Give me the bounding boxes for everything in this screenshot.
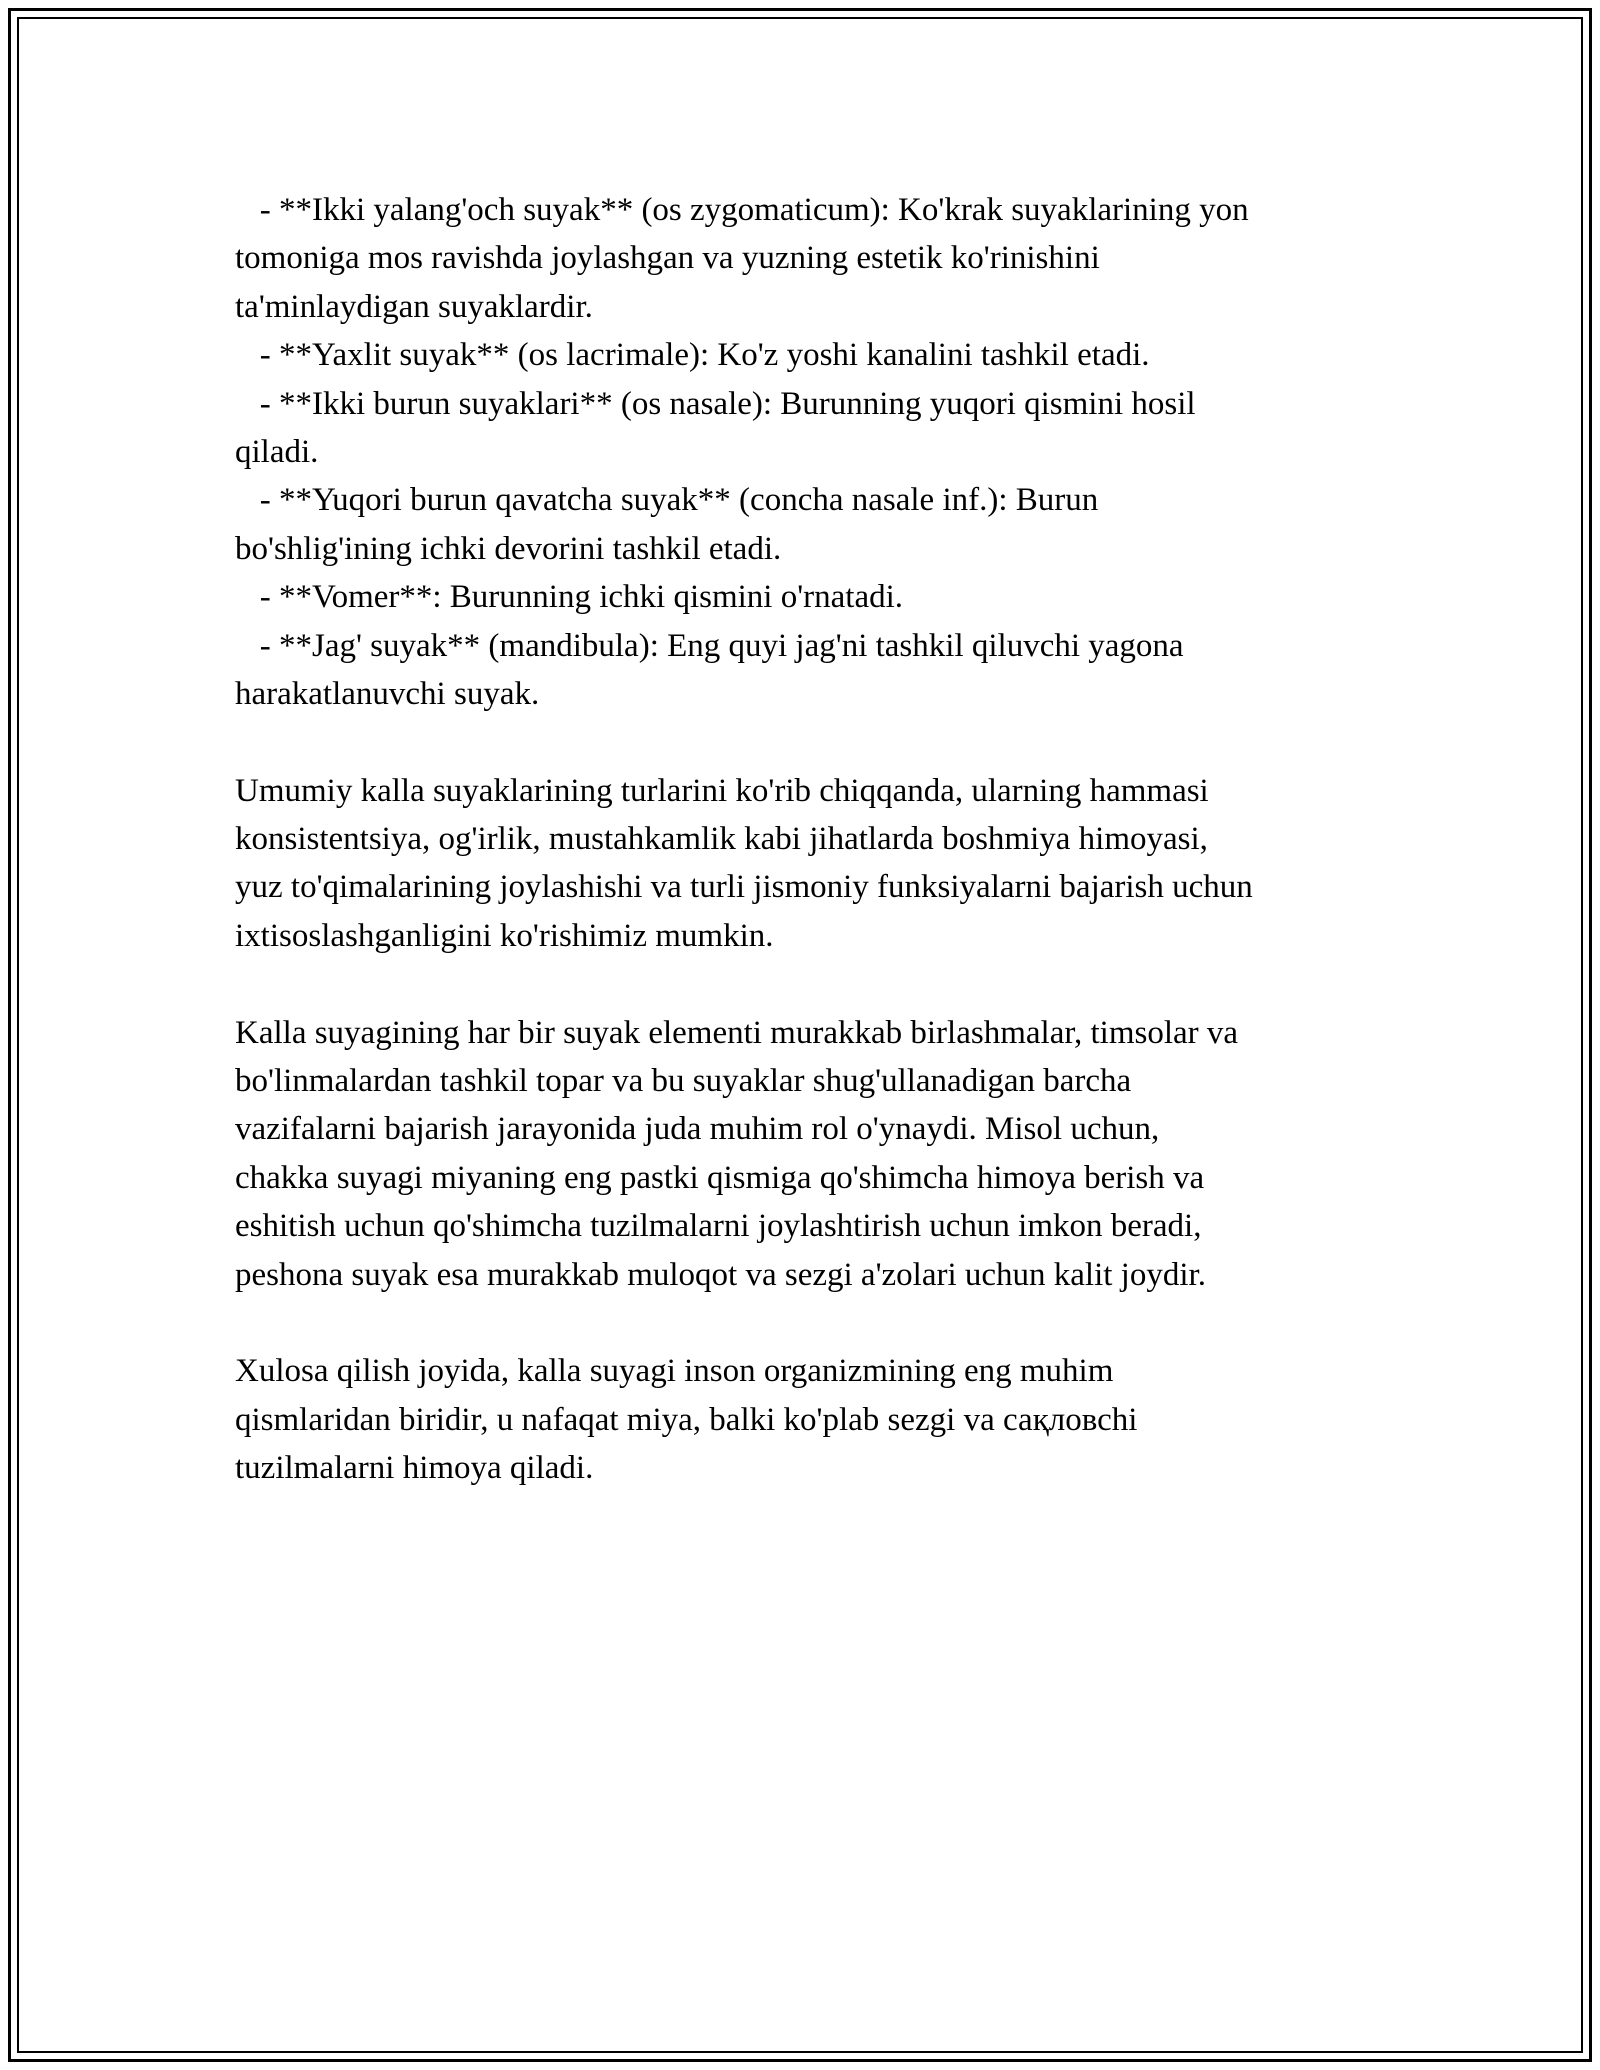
text-line: Kalla suyagining har bir suyak elementi murakkab birlashmalar, timsolar va xyxy=(235,1014,1239,1051)
text-line: tomoniga mos ravishda joylashgan va yuzning estetik ko'rinishini xyxy=(235,240,1100,277)
document-body xyxy=(235,186,1375,1493)
text-line: harakatlanuvchi suyak. xyxy=(235,675,540,712)
bullet-item-nasale xyxy=(235,380,1375,477)
bullet-item-vomer xyxy=(235,573,1375,621)
text-line: - **Jag' suyak** (mandibula): Eng quyi jag'ni tashkil qiluvchi yagona xyxy=(235,627,1184,664)
paragraph-spacer xyxy=(235,718,1375,766)
paragraph-elements xyxy=(235,1009,1375,1299)
paragraph-spacer xyxy=(235,1299,1375,1347)
text-line: - **Vomer**: Burunning ichki qismini o'rnatadi. xyxy=(235,579,904,616)
text-line: - **Yuqori burun qavatcha suyak** (concha nasale inf.): Burun xyxy=(235,482,1099,519)
text-line: peshona suyak esa murakkab muloqot va sezgi a'zolari uchun kalit joydir. xyxy=(235,1256,1206,1293)
text-line: ixtisoslashganligini ko'rishimiz mumkin. xyxy=(235,917,774,954)
text-line: chakka suyagi miyaning eng pastki qismiga qo'shimcha himoya berish va xyxy=(235,1159,1205,1196)
text-line: tuzilmalarni himoya qiladi. xyxy=(235,1450,594,1487)
text-line: Umumiy kalla suyaklarining turlarini ko'rib chiqqanda, ularning hammasi xyxy=(235,772,1209,809)
paragraph-conclusion xyxy=(235,1347,1375,1492)
text-line: qismlaridan biridir, u nafaqat miya, balki ko'plab sezgi va сақловсhi xyxy=(235,1401,1138,1438)
bullet-list xyxy=(235,186,1375,718)
text-line: konsistentsiya, og'irlik, mustahkamlik kabi jihatlarda boshmiya himoyasi, xyxy=(235,821,1208,858)
text-line: eshitish uchun qo'shimcha tuzilmalarni joylashtirish uchun imkon beradi, xyxy=(235,1208,1202,1245)
paragraph-summary xyxy=(235,767,1375,961)
text-line: yuz to'qimalarining joylashishi va turli jismoniy funksiyalarni bajarish uchun xyxy=(235,869,1253,906)
bullet-item-zygomaticum xyxy=(235,186,1375,331)
text-line: - **Yaxlit suyak** (os lacrimale): Ko'z yoshi kanalini tashkil etadi. xyxy=(235,337,1150,374)
paragraph-spacer xyxy=(235,960,1375,1008)
text-line: bo'linmalardan tashkil topar va bu suyaklar shug'ullanadigan barcha xyxy=(235,1063,1132,1100)
bullet-item-mandibula xyxy=(235,622,1375,719)
text-line: - **Ikki burun suyaklari** (os nasale): Burunning yuqori qismini hosil xyxy=(235,385,1196,422)
text-line: bo'shlig'ining ichki devorini tashkil etadi. xyxy=(235,530,782,567)
text-line: - **Ikki yalang'och suyak** (os zygomaticum): Ko'krak suyaklarining yon xyxy=(235,192,1249,228)
text-line: vazifalarni bajarish jarayonida juda muhim rol o'ynaydi. Misol uchun, xyxy=(235,1111,1160,1148)
bullet-item-concha-nasale xyxy=(235,476,1375,573)
text-line: qiladi. xyxy=(235,433,319,470)
bullet-item-lacrimale xyxy=(235,331,1375,379)
text-line: Xulosa qilish joyida, kalla suyagi inson organizmining eng muhim xyxy=(235,1353,1114,1390)
text-line: ta'minlaydigan suyaklardir. xyxy=(235,288,593,325)
